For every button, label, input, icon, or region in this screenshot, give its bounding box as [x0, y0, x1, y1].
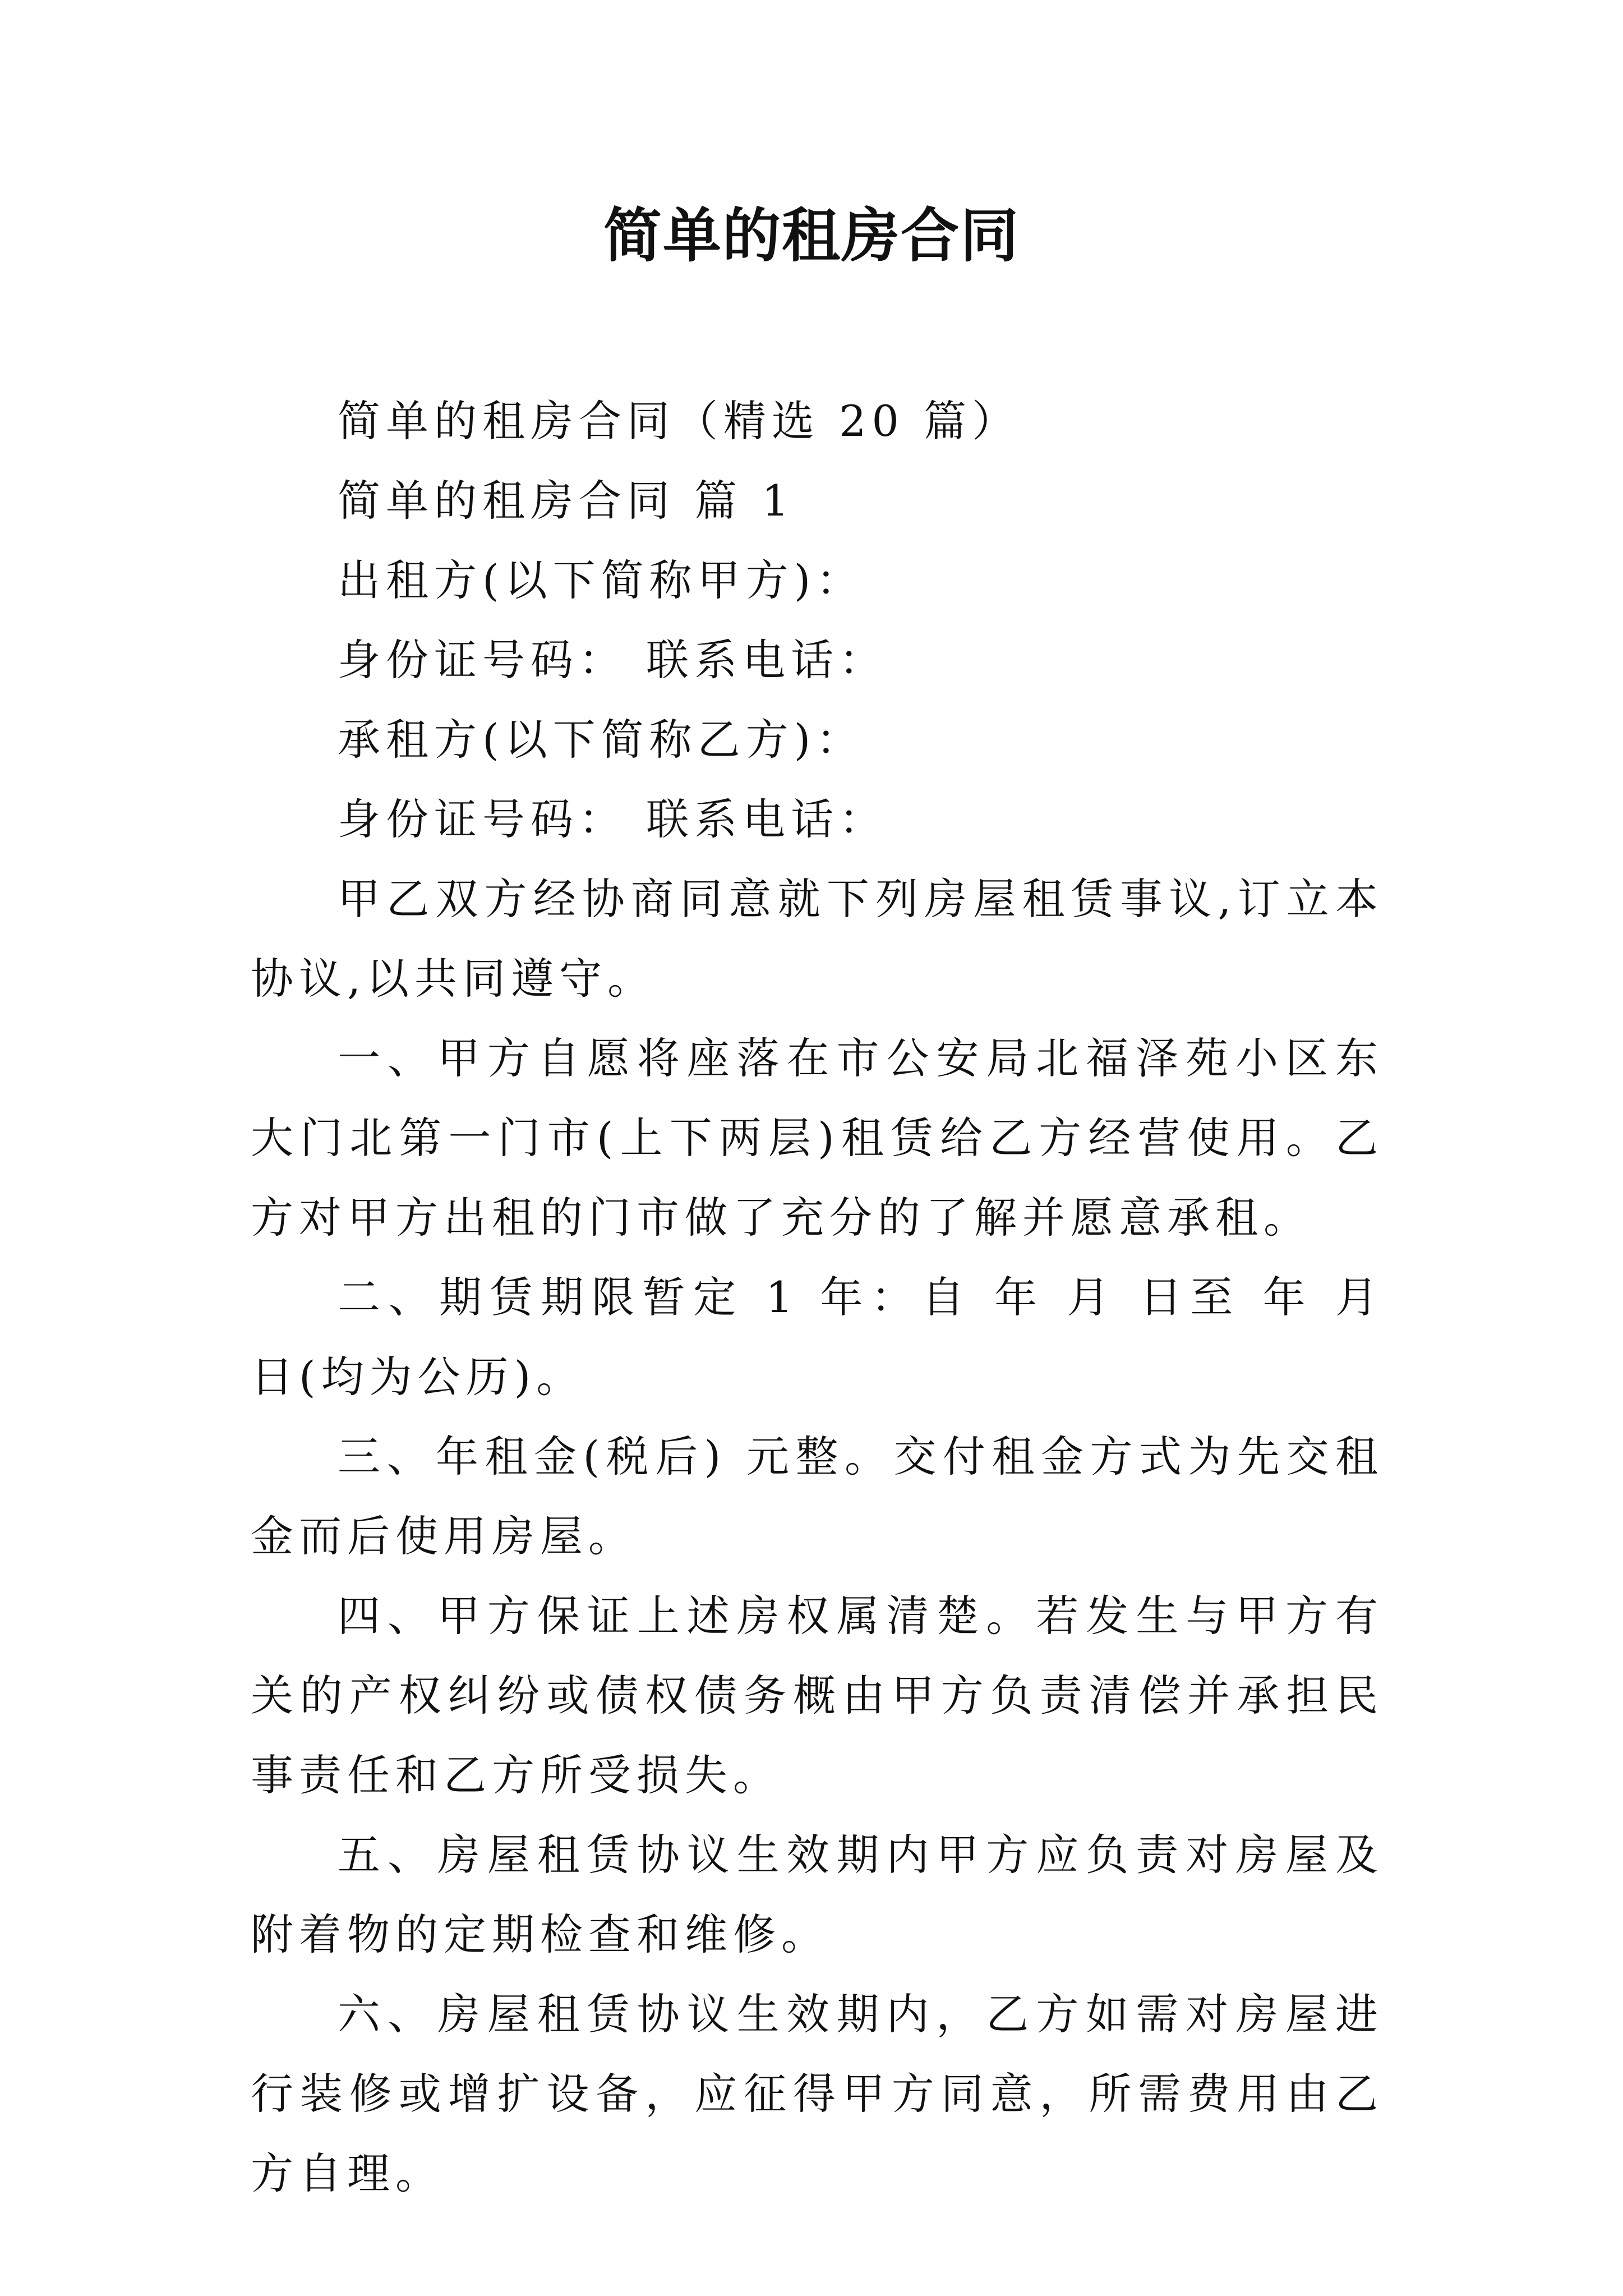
lessee-line: 承租方(以下简称乙方)： — [338, 715, 865, 765]
lessor-line: 出租方(以下简称甲方)： — [338, 555, 865, 605]
lessor-id-phone-line: 身份证号码： 联系电话： — [338, 635, 888, 685]
document-body — [251, 381, 1384, 2214]
paragraph-clause-5: 五、房屋租赁协议生效期内甲方应负责对房屋及附着物的定期检查和维修。 — [251, 1830, 1384, 1959]
paragraph-agreement: 甲乙双方经协商同意就下列房屋租赁事议,订立本协议,以共同遵守。 — [251, 874, 1384, 1004]
document-title: 简单的租房合同 — [603, 201, 1020, 270]
lessee-id-phone-line: 身份证号码： 联系电话： — [338, 794, 888, 844]
paragraph-clause-1: 一、甲方自愿将座落在市公安局北福泽苑小区东大门北第一门市(上下两层)租赁给乙方经营使用。乙方对甲方出租的门市做了充分的了解并愿意承租。 — [251, 1033, 1384, 1243]
paragraph-clause-6: 六、房屋租赁协议生效期内，乙方如需对房屋进行装修或增扩设备，应征得甲方同意，所需费用由乙方自理。 — [251, 1989, 1384, 2198]
subtitle-line: 简单的租房合同（精选 20 篇） — [338, 396, 1021, 446]
section-heading: 简单的租房合同 篇 1 — [338, 476, 795, 526]
paragraph-clause-3: 三、年租金(税后) 元整。交付租金方式为先交租金而后使用房屋。 — [251, 1432, 1384, 1561]
paragraph-clause-4: 四、甲方保证上述房权属清楚。若发生与甲方有关的产权纠纷或债权债务概由甲方负责清偿并承担民事责任和乙方所受损失。 — [251, 1591, 1384, 1800]
paragraph-clause-2: 二、期赁期限暂定 1 年：自 年 月 日至 年 月 日(均为公历)。 — [251, 1272, 1384, 1402]
